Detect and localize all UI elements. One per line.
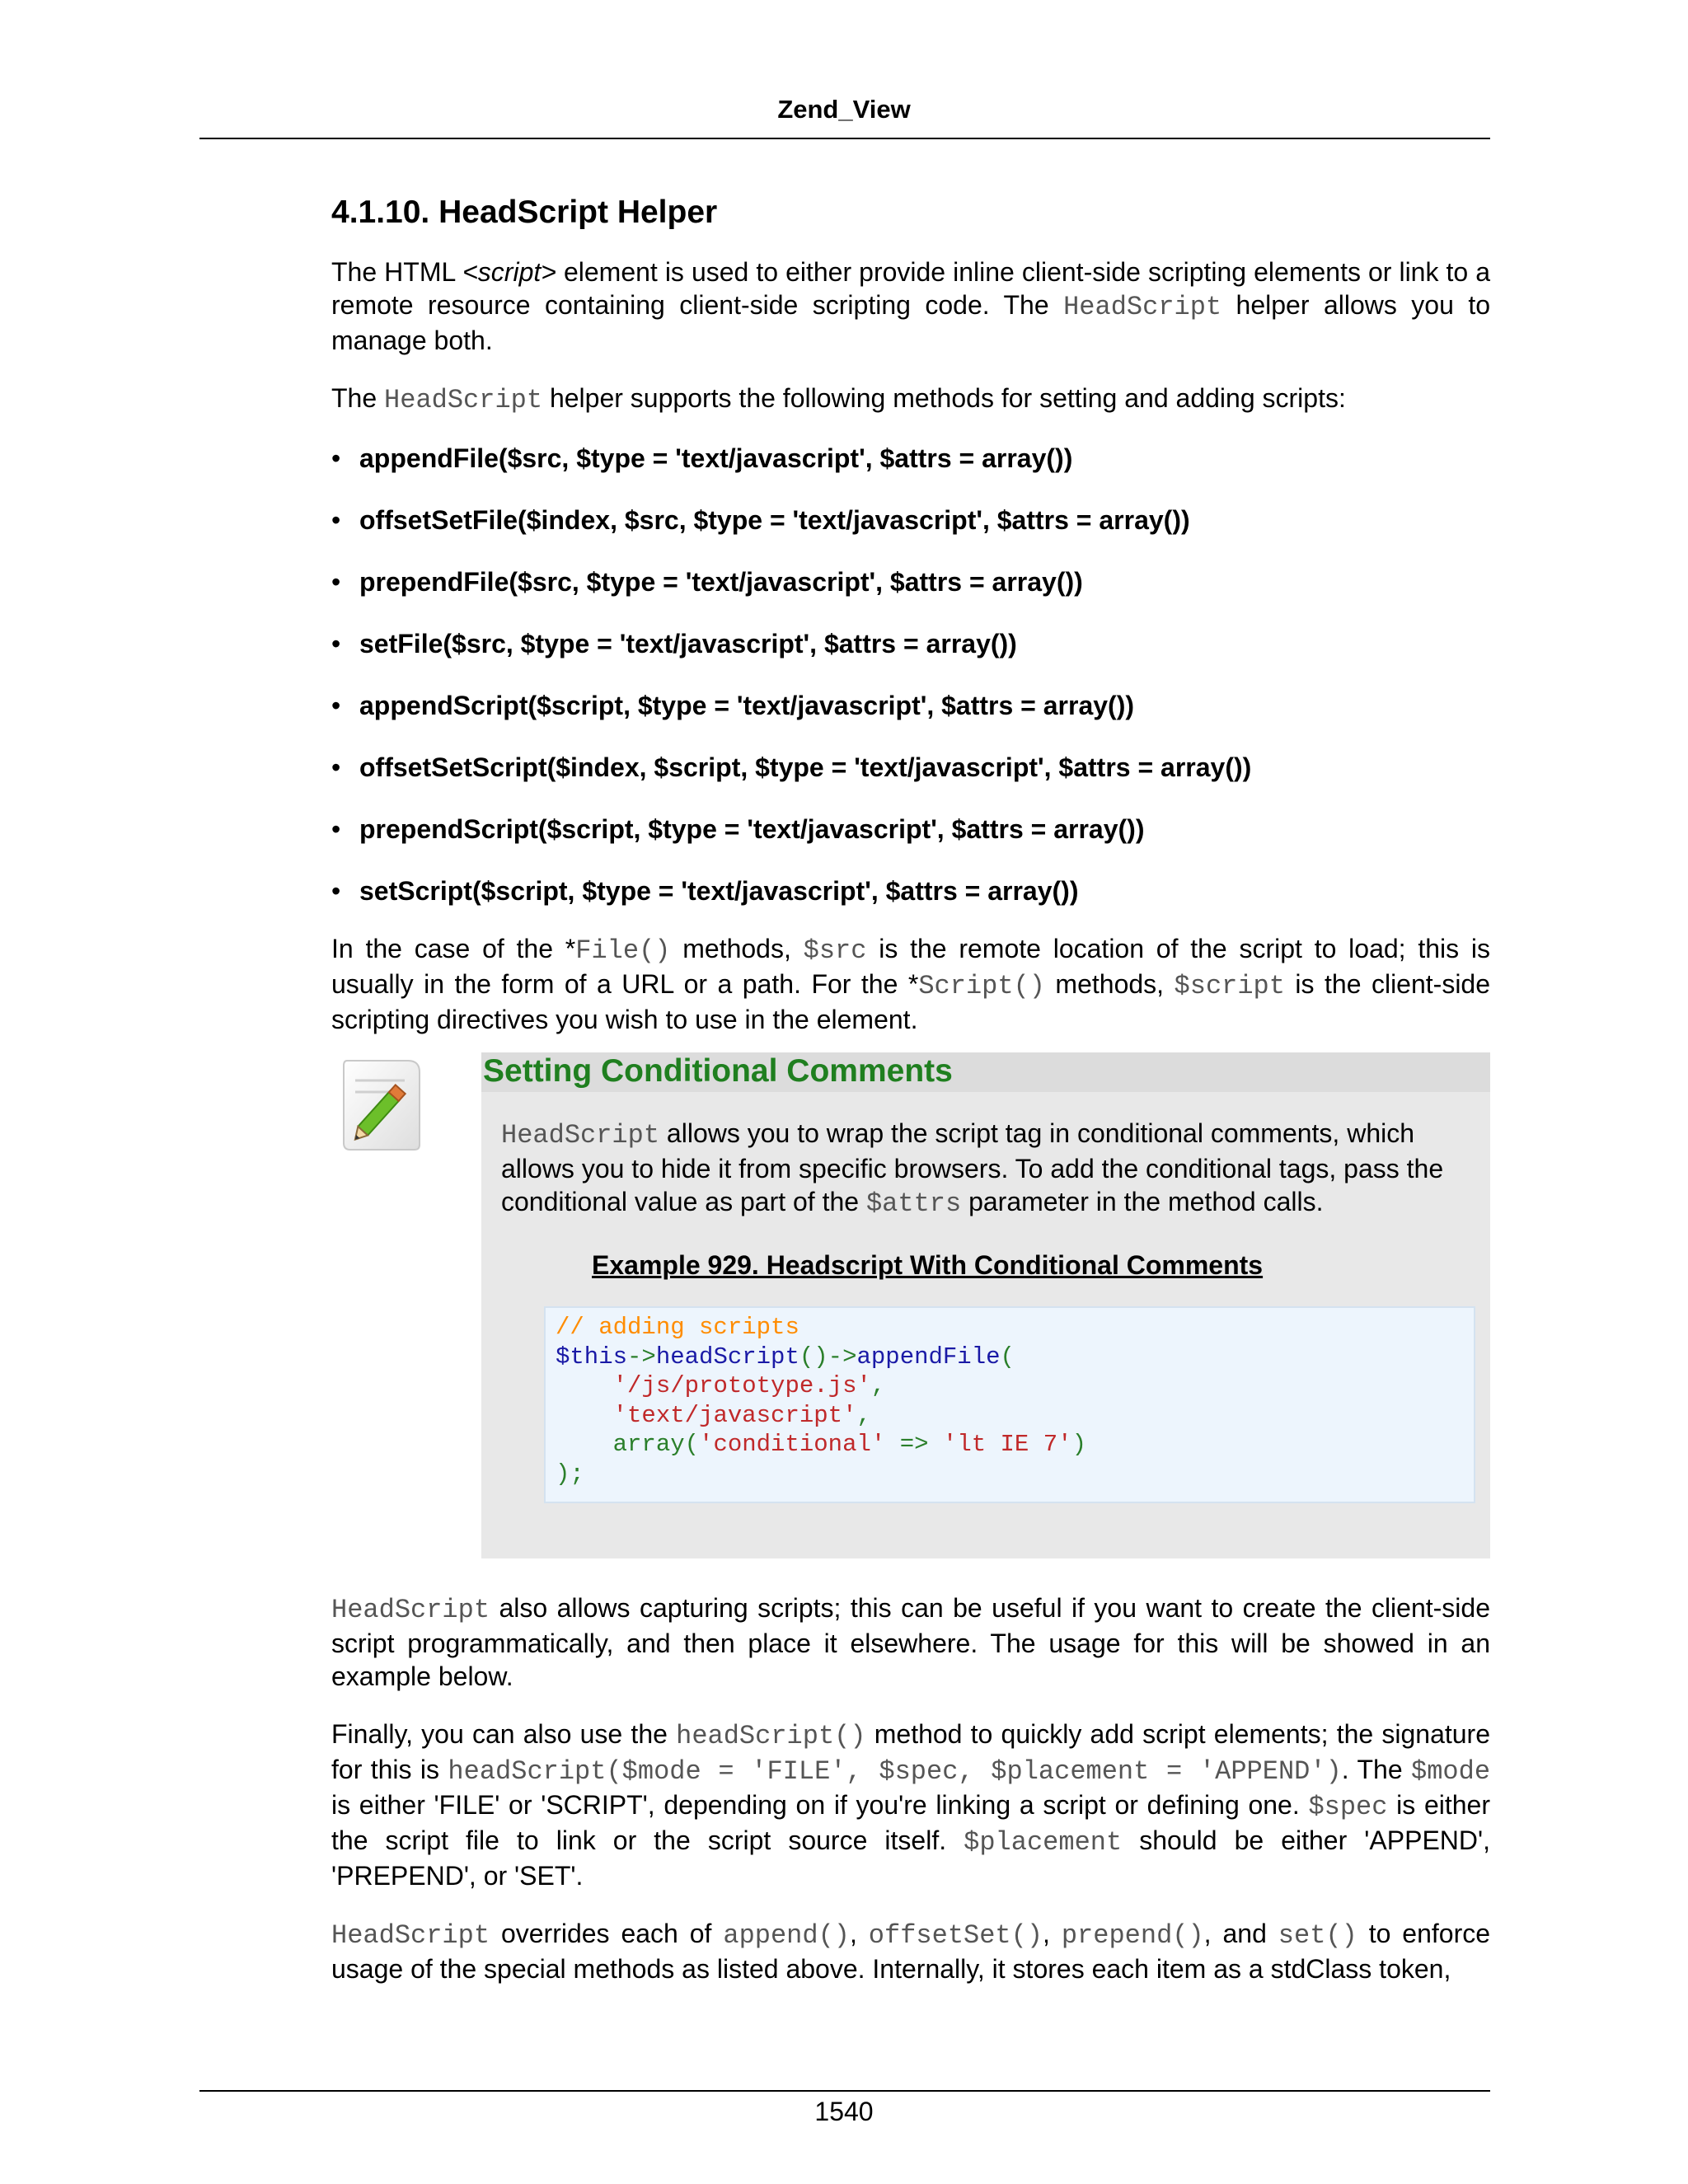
inline-code: File() xyxy=(575,935,671,966)
file-script-paragraph xyxy=(331,932,1490,1036)
finally-paragraph xyxy=(331,1718,1490,1892)
code-string: 'conditional' xyxy=(699,1431,886,1458)
pencil-note-icon xyxy=(339,1056,424,1153)
inline-code: headScript($mode = 'FILE', $spec, $placement = 'APPEND') xyxy=(448,1756,1342,1787)
method-item: • prependFile($src, $type = 'text/javascript', $attrs = array()) xyxy=(331,565,1490,598)
override-paragraph xyxy=(331,1917,1490,1985)
inline-code: prepend() xyxy=(1061,1920,1204,1951)
inline-code: append() xyxy=(723,1920,850,1951)
inline-code: $placement xyxy=(964,1827,1123,1858)
code-string: 'text/javascript' xyxy=(612,1401,857,1429)
code-variable: $this xyxy=(556,1343,628,1371)
page-content xyxy=(331,194,1490,2010)
text-run: to enforce usage of the special methods as listed above. Internally, it stores each item as a stdClass token, xyxy=(331,1919,1491,1984)
script-element-name: <script> xyxy=(462,257,556,287)
methods-list xyxy=(331,442,1490,907)
inline-code: $src xyxy=(803,935,867,966)
code-string: 'lt IE 7' xyxy=(942,1431,1072,1458)
method-item: • setFile($src, $type = 'text/javascript', $attrs = array()) xyxy=(331,627,1490,660)
text-run: methods, xyxy=(1044,969,1175,999)
text-run: is the remote location of the script to load; this is usually in the form of a URL or a path. For the * xyxy=(331,934,1491,999)
inline-code: HeadScript xyxy=(331,1595,490,1625)
note-title-bar xyxy=(481,1052,1490,1092)
inline-code: HeadScript xyxy=(384,385,543,415)
text-run: helper allows you to manage both. xyxy=(331,290,1491,355)
note-callout xyxy=(331,1052,1490,1558)
text-run: should be either 'APPEND', 'PREPEND', or 'SET'. xyxy=(331,1825,1490,1891)
note-title: Setting Conditional Comments xyxy=(483,1053,953,1089)
code-close: ); xyxy=(556,1460,584,1488)
inline-code: offsetSet() xyxy=(868,1920,1043,1951)
inline-code: Script() xyxy=(918,971,1045,1001)
code-arrow: -> xyxy=(828,1343,857,1371)
method-item: • prependScript($script, $type = 'text/javascript', $attrs = array()) xyxy=(331,813,1490,846)
text-run: In the case of the * xyxy=(331,934,576,963)
code-keyword: array( xyxy=(612,1431,700,1458)
code-comma: , xyxy=(856,1401,871,1429)
text-run: methods, xyxy=(670,934,804,963)
running-header: Zend_View xyxy=(777,95,911,124)
code-paren: () xyxy=(799,1343,828,1371)
text-run: is the client-side scripting directives you wish to use in the element. xyxy=(331,969,1491,1034)
inline-code: $spec xyxy=(1308,1792,1388,1822)
text-run: allows you to wrap the script tag in conditional comments, which allows you to hide it from specific browsers. To add the conditional tags, pass the conditional value as part of the xyxy=(501,1118,1444,1216)
text-run: . The xyxy=(1341,1755,1412,1784)
inline-code: HeadScript xyxy=(501,1120,660,1151)
inline-code: headScript() xyxy=(676,1721,866,1751)
page-number: 1540 xyxy=(814,2097,874,2126)
note-paragraph xyxy=(501,1117,1470,1221)
example-title: Example 929. Headscript With Conditional Comments xyxy=(592,1250,1264,1280)
method-item: • setScript($script, $type = 'text/javascript', $attrs = array()) xyxy=(331,874,1490,907)
code-arrow: -> xyxy=(627,1343,656,1371)
inline-code: HeadScript xyxy=(331,1920,490,1951)
section-title: 4.1.10. HeadScript Helper xyxy=(331,194,718,230)
text-run: The xyxy=(331,383,385,413)
method-item: • appendFile($src, $type = 'text/javascript', $attrs = array()) xyxy=(331,442,1490,475)
text-run: , xyxy=(1043,1919,1062,1948)
code-function: headScript xyxy=(655,1343,799,1371)
code-listing xyxy=(556,1313,1464,1488)
method-item: • appendScript($script, $type = 'text/javascript', $attrs = array()) xyxy=(331,689,1490,722)
text-run: , xyxy=(849,1919,869,1948)
capture-paragraph xyxy=(331,1591,1490,1693)
text-run: overrides each of xyxy=(490,1919,724,1948)
header-rule xyxy=(199,138,1490,139)
method-item: • offsetSetFile($index, $src, $type = 'text/javascript', $attrs = array()) xyxy=(331,504,1490,537)
note-body xyxy=(481,1092,1490,1503)
intro-paragraph xyxy=(331,255,1490,357)
text-run: element is used to either provide inline client-side scripting elements or link to a remote resource containing client-side scripting code. The xyxy=(331,257,1491,320)
code-comma: , xyxy=(870,1372,886,1399)
text-run: parameter in the method calls. xyxy=(961,1187,1324,1216)
inline-code: set() xyxy=(1278,1920,1357,1951)
code-comment: // adding scripts xyxy=(556,1314,799,1341)
inline-code: $script xyxy=(1174,971,1285,1001)
inline-code: HeadScript xyxy=(1063,292,1222,322)
text-run: helper supports the following methods for setting and adding scripts: xyxy=(542,383,1346,413)
code-function: appendFile xyxy=(856,1343,1001,1371)
text-run: The HTML xyxy=(331,257,463,287)
text-run: method to quickly add script elements; the signature for this is xyxy=(331,1719,1491,1784)
text-run: also allows capturing scripts; this can be useful if you want to create the client-side script programmatically, and then place it elsewhere. The usage for this will be showed in an example below. xyxy=(331,1593,1490,1691)
code-paren: ) xyxy=(1071,1431,1086,1458)
text-run: , and xyxy=(1203,1919,1278,1948)
note-box xyxy=(481,1052,1490,1558)
inline-code: $mode xyxy=(1411,1756,1491,1787)
footer-rule xyxy=(199,2090,1490,2092)
methods-intro-paragraph xyxy=(331,382,1490,417)
method-item: • offsetSetScript($index, $script, $type = 'text/javascript', $attrs = array()) xyxy=(331,751,1490,784)
text-run: is either 'FILE' or 'SCRIPT', depending on if you're linking a script or defining one. xyxy=(331,1790,1309,1820)
code-paren: ( xyxy=(1000,1343,1015,1371)
text-run: Finally, you can also use the xyxy=(331,1719,677,1749)
code-block xyxy=(544,1306,1475,1503)
text-run: is either the script file to link or the script source itself. xyxy=(331,1790,1491,1855)
code-string: '/js/prototype.js' xyxy=(612,1372,871,1399)
code-operator: => xyxy=(885,1431,943,1458)
inline-code: $attrs xyxy=(865,1188,962,1219)
